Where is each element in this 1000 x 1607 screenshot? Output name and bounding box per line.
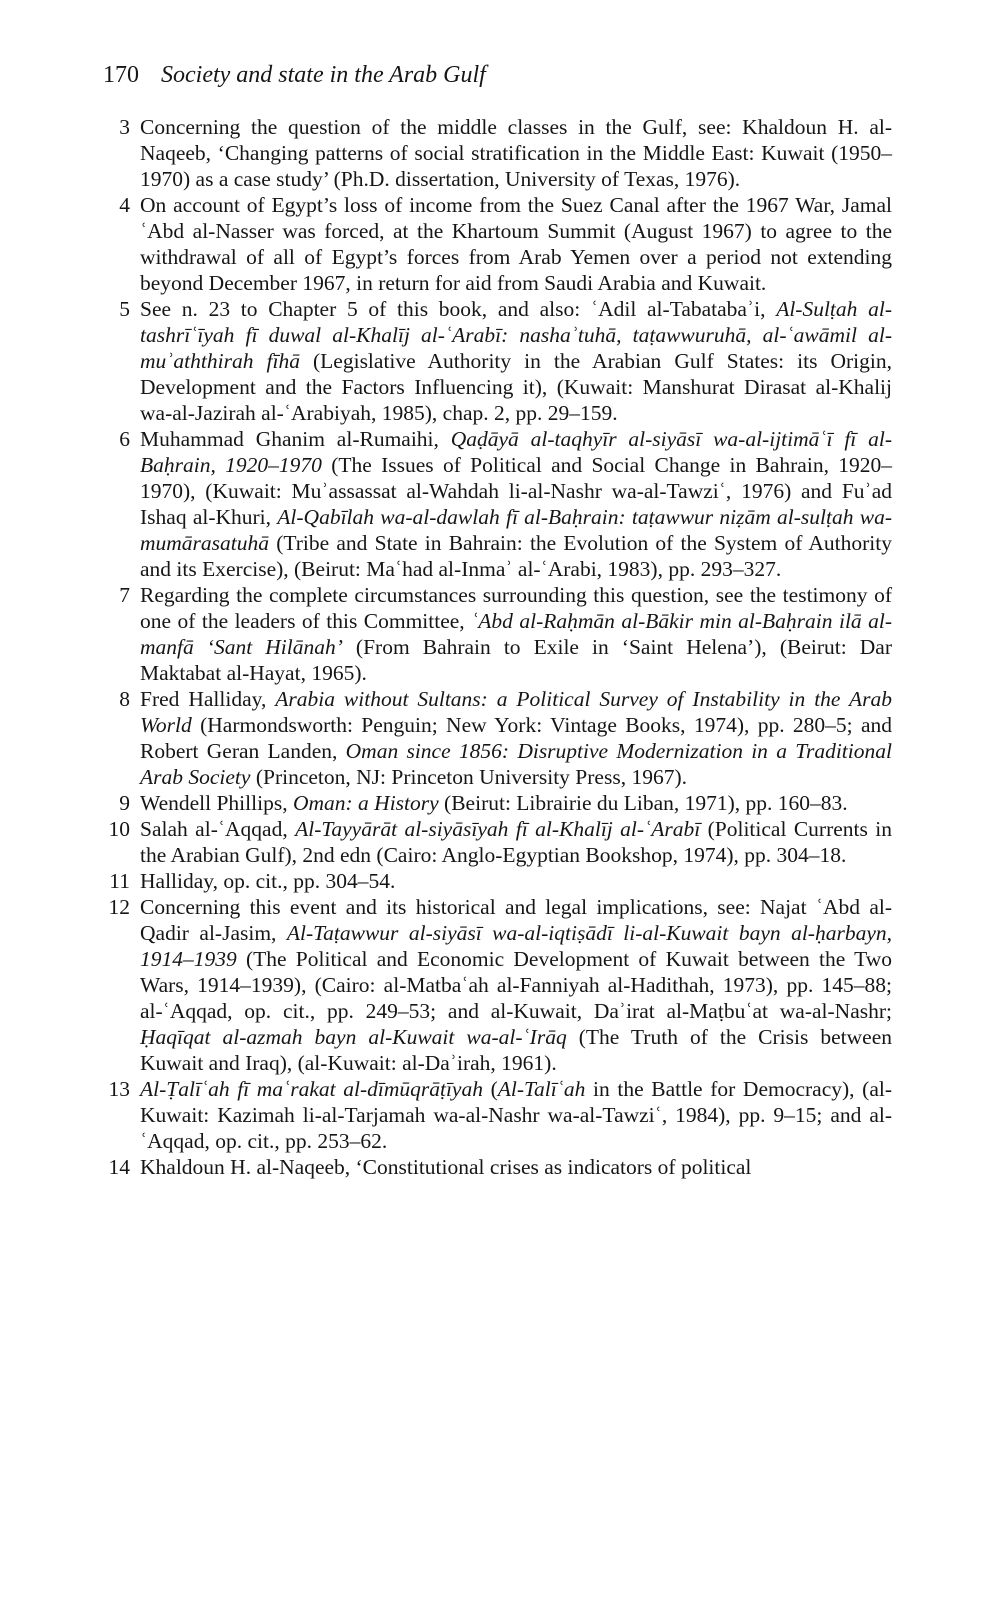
endnote-number: 12 [108,895,130,919]
note-text-run: On account of Egypt’s loss of income from the Suez Canal after the 1967 War, Jamal ʿAbd al-Nasser was forced, at the Khartoum Summit (August 1967) to agree to the withdrawal of all of Egypt’s forces from Arab Yemen over a period not extending beyond December 1967, in return for aid from Saudi Arabia and Kuwait. [140,193,892,295]
endnote-number: 5 [119,297,130,321]
endnote [92,582,892,686]
endnote-text [140,114,892,192]
note-text-run: Concerning this event and its historical and legal implications, see: Najat ʿAbd al-Qadir al-Jasim, [140,895,892,945]
endnote [92,816,892,868]
italic-title: Ḥaqīqat al-azmah bayn al-Kuwait wa-al-ʿIrāq [140,1025,567,1049]
note-text-run: See n. 23 to Chapter 5 of this book, and also: ʿAdil al-Tabatabaʾi, [140,297,777,321]
endnote [92,894,892,1076]
note-text-run: (Tribe and State in Bahrain: the Evolution of the System of Authority and its Exercise), (Beirut: Maʿhad al-Inmaʾ al-ʿArabi, 1983), pp. 293–327. [140,531,892,581]
endnote [92,296,892,426]
note-text-run: (The Truth of the Crisis between Kuwait and Iraq), (al-Kuwait: al-Daʾirah, 1961). [140,1025,892,1075]
endnotes-list [92,114,892,1180]
endnote-text [140,426,892,582]
note-text-run: Wendell Phillips, [140,791,293,815]
endnote [92,790,892,816]
italic-title: Al-Sulṭah al-tashrīʿīyah fī duwal al-Khalīj al-ʿArabī: nashaʾtuhā, taṭawwuruhā, al-ʿawāmil al-muʾaththirah fīhā [140,297,892,373]
endnote-text [140,1076,892,1154]
endnote [92,686,892,790]
note-text-run: Salah al-ʿAqqad, [140,817,296,841]
italic-title: Al-Tayyārāt al-siyāsīyah fī al-Khalīj al-ʿArabī [295,817,701,841]
note-text-run: Fred Halliday, [140,687,276,711]
endnote [92,426,892,582]
endnote [92,868,892,894]
note-text-run: ( [482,1077,498,1101]
page-number: 170 [103,62,139,88]
note-text-run: in the Battle for Democracy), (al-Kuwait: Kazimah li-al-Tarjamah wa-al-Nashr wa-al-Tawziʿ, 1984), pp. 9–15; and al-ʿAqqad, op. cit., pp. 253–62. [140,1077,892,1153]
italic-title: Oman since 1856: Disruptive Modernization in a Traditional Arab Society [140,739,892,789]
italic-title: Oman: a History [292,791,439,815]
note-text-run: Concerning the question of the middle classes in the Gulf, see: Khaldoun H. al-Naqeeb, ‘Changing patterns of social stratification in the Middle East: Kuwait (1950–1970) as a case study’ (Ph.D. dissertation, University of Texas, 1976). [140,115,892,191]
endnote [92,1154,892,1180]
italic-title: ʿAbd al-Raḥmān al-Bākir min al-Baḥrain ilā al-manfā ‘Sant Hilānah’ [140,609,893,659]
endnote-number: 7 [119,583,130,607]
endnote-number: 9 [119,791,130,815]
note-text-run: Khaldoun H. al-Naqeeb, ‘Constitutional crises as indicators of political [140,1155,752,1179]
endnote-number: 8 [119,687,130,711]
endnote-number: 14 [108,1155,130,1179]
endnote-number: 4 [119,193,130,217]
note-text-run: (Legislative Authority in the Arabian Gulf States: its Origin, Development and the Factors Influencing it), (Kuwait: Manshurat Dirasat al-Khalij wa-al-Jazirah al-ʿArabiyah, 1985), chap. 2, pp. 29–159. [140,349,893,425]
endnote-text [140,816,892,868]
endnote-text [140,894,892,1076]
note-text-run: Muhammad Ghanim al-Rumaihi, [140,427,451,451]
endnote-text [140,1154,892,1180]
endnote-text [140,868,892,894]
running-title: Society and state in the Arab Gulf [161,62,486,88]
endnote [92,114,892,192]
italic-title: Qaḍāyā al-taqhyīr al-siyāsī wa-al-ijtimāʿī fī al-Baḥrain, 1920–1970 [140,427,892,477]
endnote-text [140,686,892,790]
endnote-text [140,790,892,816]
page-header [103,60,486,90]
note-text-run: (The Political and Economic Development of Kuwait between the Two Wars, 1914–1939), (Cairo: al-Matbaʿah al-Fanniyah al-Hadithah, 1973), pp. 145–88; al-ʿAqqad, op. cit., pp. 249–53; and al-Kuwait, Daʾirat al-Maṭbuʿat wa-al-Nashr; [140,947,892,1023]
note-text-run: Regarding the complete circumstances surrounding this question, see the testimony of one of the leaders of this Committee, [140,583,892,633]
note-text-run: (Princeton, NJ: Princeton University Press, 1967). [250,765,687,789]
endnote-number: 11 [109,869,130,893]
endnote [92,1076,892,1154]
note-text-run: (From Bahrain to Exile in ‘Saint Helena’), (Beirut: Dar Maktabat al-Hayat, 1965). [140,635,892,685]
endnote-text [140,192,892,296]
italic-title: Al-Qabīlah wa-al-dawlah fī al-Baḥrain: taṭawwur niẓām al-sulṭah wa-mumārasatuhā [140,505,892,555]
note-text-run: Halliday, op. cit., pp. 304–54. [140,869,396,893]
endnote-number: 10 [108,817,130,841]
italic-title: Al-Ṭalīʿah fī maʿrakat al-dīmūqrāṭīyah [140,1077,483,1101]
endnote-number: 3 [119,115,130,139]
endnote-text [140,582,892,686]
note-text-run: (Political Currents in the Arabian Gulf), 2nd edn (Cairo: Anglo-Egyptian Bookshop, 1974), pp. 304–18. [140,817,893,867]
endnote-number: 13 [108,1077,130,1101]
note-text-run: (Beirut: Librairie du Liban, 1971), pp. 160–83. [438,791,848,815]
italic-title: Al-Talīʿah [497,1077,586,1101]
note-text-run: (Harmondsworth: Penguin; New York: Vintage Books, 1974), pp. 280–5; and Robert Geran Landen, [140,713,892,763]
italic-title: Arabia without Sultans: a Political Survey of Instability in the Arab World [140,687,892,737]
italic-title: Al-Taṭawwur al-siyāsī wa-al-iqtiṣādī li-al-Kuwait bayn al-ḥarbayn, 1914–1939 [140,921,892,971]
note-text-run: (The Issues of Political and Social Change in Bahrain, 1920–1970), (Kuwait: Muʾassassat al-Wahdah li-al-Nashr wa-al-Tawziʿ, 1976) and Fuʾad Ishaq al-Khuri, [140,453,892,529]
endnote [92,192,892,296]
endnote-text [140,296,892,426]
endnote-number: 6 [119,427,130,451]
